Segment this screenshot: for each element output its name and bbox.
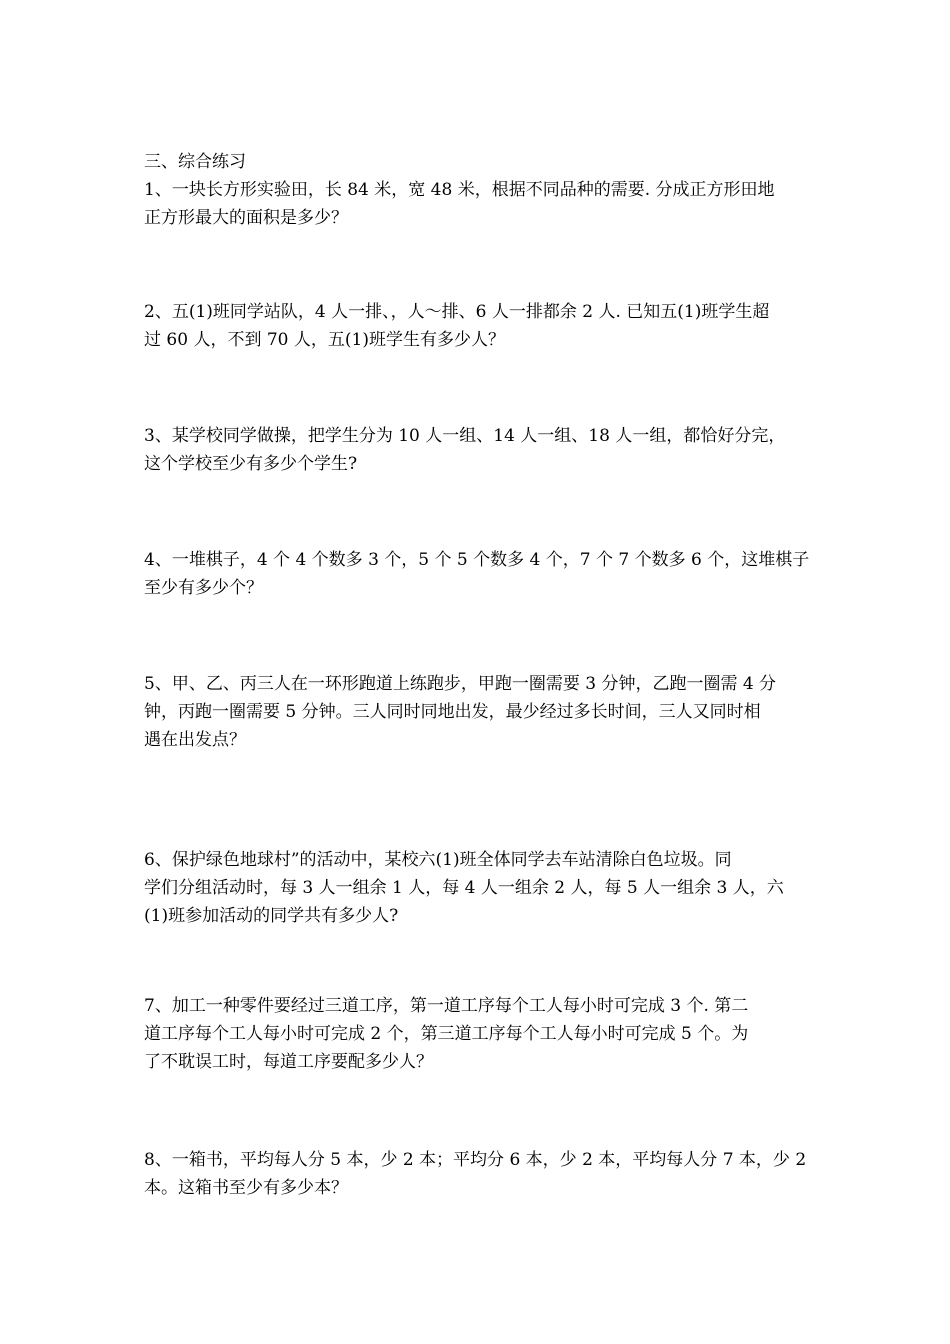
problem-5 <box>144 670 814 754</box>
problem-3 <box>144 422 814 478</box>
problem-7 <box>144 992 814 1076</box>
problem-8 <box>144 1146 814 1202</box>
problem-2-line-1: 2、五(1)班同学站队，4 人一排、，人～排、6 人一排都余 2 人. 已知五(1)班学生超 <box>144 302 770 322</box>
problem-7-line-2: 道工序每个工人每小时可完成 2 个，第三道工序每个工人每小时可完成 5 个。为 <box>144 1024 749 1044</box>
problem-5-line-2: 钟，丙跑一圈需要 5 分钟。三人同时同地出发，最少经过多长时间，三人又同时相 <box>144 702 761 722</box>
problem-4-line-1: 4、一堆棋子，4 个 4 个数多 3 个，5 个 5 个数多 4 个，7 个 7 个数多 6 个，这堆棋子 <box>144 550 810 570</box>
problem-8-line-2: 本。这箱书至少有多少本？ <box>144 1178 348 1198</box>
problem-1-line-1: 1、一块长方形实验田，长 84 米，宽 48 米，根据不同品种的需要. 分成正方形田地 <box>144 180 775 200</box>
problem-6 <box>144 846 814 930</box>
problem-4-line-2: 至少有多少个？ <box>144 578 263 598</box>
problem-8-line-1: 8、一箱书，平均每人分 5 本，少 2 本；平均分 6 本，少 2 本，平均每人分 7 本，少 2 <box>144 1150 807 1170</box>
problem-1-line-2: 正方形最大的面积是多少？ <box>144 208 348 228</box>
problem-3-line-1: 3、某学校同学做操，把学生分为 10 人一组、14 人一组、18 人一组，都恰好分完， <box>144 426 786 446</box>
problem-5-line-1: 5、甲、乙、丙三人在一环形跑道上练跑步，甲跑一圈需要 3 分钟，乙跑一圈需 4 分 <box>144 674 777 694</box>
problem-2-line-2: 过 60 人，不到 70 人，五(1)班学生有多少人？ <box>144 330 505 350</box>
problem-5-line-3: 遇在出发点？ <box>144 730 246 750</box>
problem-7-line-1: 7、加工一种零件要经过三道工序，第一道工序每个工人每小时可完成 3 个. 第二 <box>144 996 749 1016</box>
problem-1 <box>144 176 814 232</box>
problem-6-line-1: 6、保护绿色地球村”的活动中，某校六(1)班全体同学去车站清除白色垃圾。同 <box>144 850 732 870</box>
problem-7-line-3: 了不耽误工时，每道工序要配多少人？ <box>144 1052 433 1072</box>
problem-2 <box>144 298 814 354</box>
section-title: 三、综合练习 <box>144 152 246 172</box>
problem-4 <box>144 546 814 602</box>
problem-6-line-3: (1)班参加活动的同学共有多少人? <box>144 906 399 926</box>
problem-6-line-2: 学们分组活动时，每 3 人一组余 1 人，每 4 人一组余 2 人，每 5 人一组余 3 人，六 <box>144 878 784 898</box>
problem-3-line-2: 这个学校至少有多少个学生? <box>144 454 358 474</box>
